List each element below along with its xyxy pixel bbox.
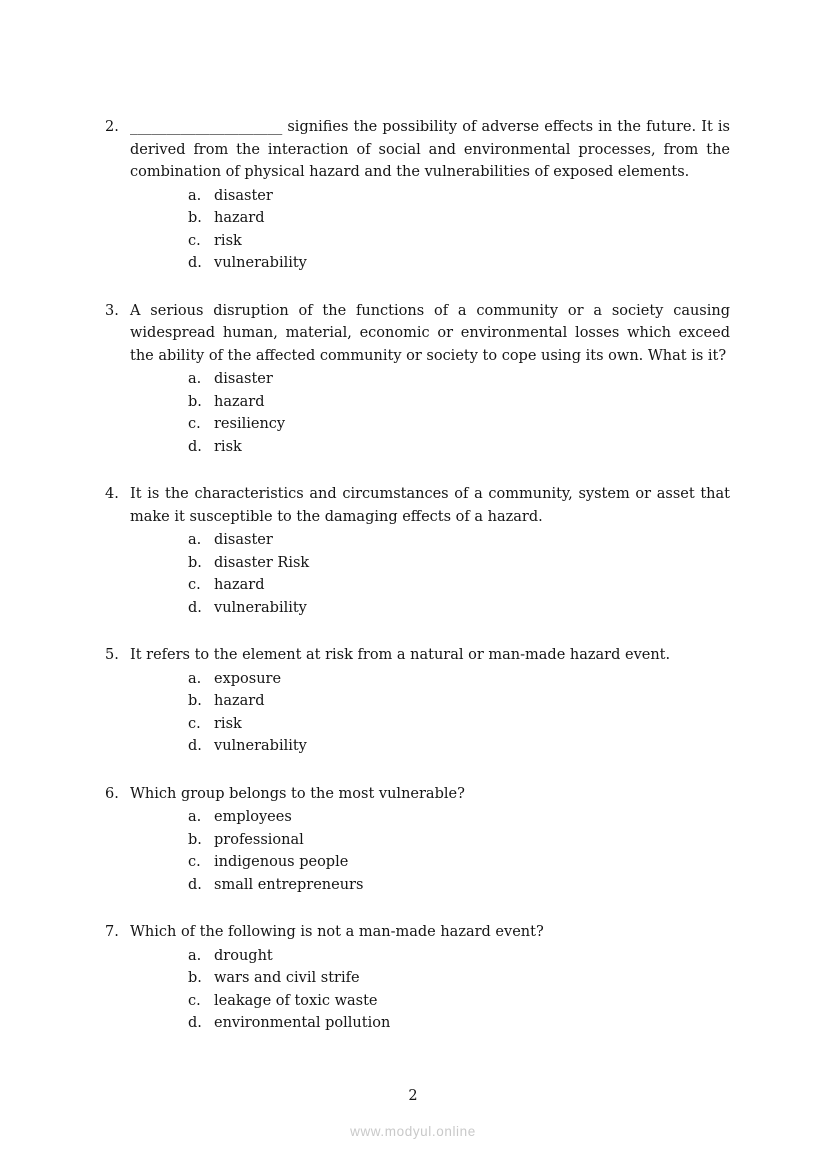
- option: [188, 1012, 730, 1035]
- option: [188, 990, 730, 1013]
- option-text: disaster Risk: [214, 554, 310, 571]
- question-row: [105, 644, 730, 667]
- option-letter: d.: [188, 255, 202, 271]
- option: [188, 391, 730, 414]
- option-text: hazard: [214, 393, 265, 410]
- question: [105, 921, 730, 1035]
- option-letter: b.: [188, 970, 202, 986]
- option-letter: c.: [188, 232, 201, 249]
- option: [188, 851, 730, 874]
- question-number: 2.: [105, 119, 119, 135]
- question-text: Which of the following is not a man-made hazard event?: [130, 924, 544, 940]
- option-text: hazard: [214, 577, 265, 593]
- option-text: hazard: [214, 210, 265, 226]
- option: [188, 735, 730, 758]
- option-text: vulnerability: [214, 738, 307, 754]
- option: [188, 967, 730, 990]
- option-text: resiliency: [214, 416, 286, 432]
- option: [188, 690, 730, 713]
- option-text: vulnerability: [214, 255, 307, 271]
- question-row: [105, 300, 730, 368]
- option: [188, 713, 730, 736]
- option-letter: c.: [188, 992, 201, 1009]
- option: [188, 252, 730, 275]
- option-letter: a.: [188, 532, 202, 548]
- option-letter: c.: [188, 715, 201, 732]
- option-text: wars and civil strife: [214, 970, 360, 986]
- question: [105, 300, 730, 459]
- option-text: disaster: [214, 187, 273, 204]
- options-list: [188, 806, 730, 896]
- option-letter: d.: [188, 438, 202, 455]
- option: [188, 230, 730, 253]
- option-letter: d.: [188, 1015, 202, 1031]
- option: [188, 597, 730, 620]
- options-list: [188, 368, 730, 458]
- question-number: 3.: [105, 302, 119, 319]
- question-text: A serious disruption of the functions of a community or a society causing widespread human, material, economic or environmental losses which exceed the ability of the affected community or society to cope using its own. What is it?: [130, 302, 730, 364]
- option: [188, 185, 730, 208]
- question-text: It is the characteristics and circumstances of a community, system or asset that make it susceptible to the damaging effects of a hazard.: [130, 486, 730, 525]
- option-text: risk: [214, 232, 242, 249]
- question: [105, 483, 730, 619]
- option: [188, 552, 730, 575]
- option-text: disaster: [214, 532, 273, 548]
- option: [188, 574, 730, 597]
- option-text: drought: [214, 947, 273, 964]
- option-letter: a.: [188, 809, 202, 825]
- question-number: 6.: [105, 785, 119, 802]
- option: [188, 668, 730, 691]
- option-letter: a.: [188, 371, 202, 387]
- option: [188, 945, 730, 968]
- option-text: hazard: [214, 693, 265, 709]
- option-letter: d.: [188, 876, 202, 893]
- option-letter: d.: [188, 599, 202, 616]
- option: [188, 207, 730, 230]
- question-number: 5.: [105, 647, 119, 663]
- page-number: 2: [408, 1087, 418, 1104]
- question-number: 7.: [105, 924, 119, 940]
- options-list: [188, 945, 730, 1035]
- question: [105, 116, 730, 275]
- option-letter: b.: [188, 831, 202, 848]
- option-text: indigenous people: [214, 854, 349, 870]
- option-letter: d.: [188, 738, 202, 754]
- question-row: [105, 483, 730, 528]
- option: [188, 829, 730, 852]
- question-number: 4.: [105, 486, 119, 502]
- question-text: Which group belongs to the most vulnerable?: [130, 785, 465, 802]
- option-text: small entrepreneurs: [214, 876, 364, 893]
- option-letter: a.: [188, 670, 202, 687]
- option-letter: c.: [188, 854, 201, 870]
- option-letter: a.: [188, 187, 202, 204]
- question-text: _____________________ signifies the possibility of adverse effects in the future. It is derived from the interaction of social and environmental processes, from the combination of physical hazard and the vulnerabilities of exposed elements.: [130, 119, 730, 180]
- option-letter: c.: [188, 416, 201, 432]
- options-list: [188, 668, 730, 758]
- option-text: disaster: [214, 371, 273, 387]
- questions-list: [105, 116, 730, 1060]
- question-row: [105, 116, 730, 184]
- option-text: exposure: [214, 670, 282, 687]
- watermark: www.modyul.online: [350, 1123, 476, 1139]
- option-text: professional: [214, 831, 304, 848]
- option: [188, 806, 730, 829]
- option: [188, 874, 730, 897]
- option-text: leakage of toxic waste: [214, 992, 378, 1009]
- option-letter: b.: [188, 554, 202, 571]
- option-text: environmental pollution: [214, 1015, 391, 1031]
- option-letter: c.: [188, 577, 201, 593]
- option-text: risk: [214, 438, 242, 455]
- option-letter: b.: [188, 393, 202, 410]
- option-letter: b.: [188, 210, 202, 226]
- option: [188, 368, 730, 391]
- options-list: [188, 529, 730, 619]
- option-text: employees: [214, 809, 292, 825]
- question-text: It refers to the element at risk from a natural or man-made hazard event.: [130, 647, 671, 663]
- option: [188, 436, 730, 459]
- question: [105, 644, 730, 758]
- option-letter: b.: [188, 693, 202, 709]
- option-letter: a.: [188, 947, 202, 964]
- option: [188, 413, 730, 436]
- option-text: vulnerability: [214, 599, 307, 616]
- option: [188, 529, 730, 552]
- question-row: [105, 921, 730, 944]
- question: [105, 783, 730, 897]
- options-list: [188, 185, 730, 275]
- question-row: [105, 783, 730, 806]
- option-text: risk: [214, 715, 242, 732]
